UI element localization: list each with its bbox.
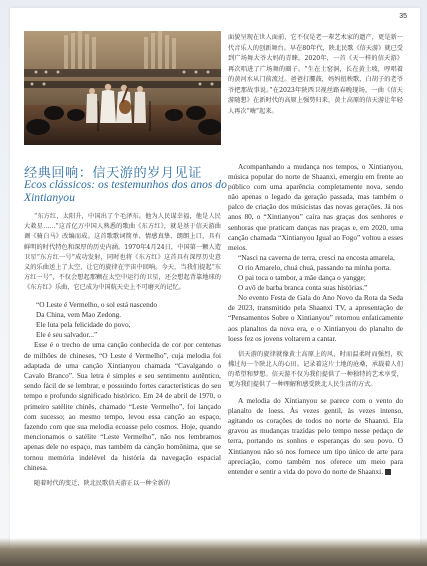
paragraph-pt-4-text: A melodia do Xintianyou se parece com o vento do planalto de loess. Às vezes gentil, às vezes intenso, agitando os corações de todos no norte de Shaanxi. Ela gravou as mudanças trazidas pelo tempo nesse pedaço de terra, portando os sonhos e esperanças do seu povo. O Xintianyou não só nos fornece um tipo único de arte para apreciação, como também nos oferece um meio para entender e sentir a vida do povo do norte de Shaanxi.	[228, 396, 403, 476]
left-column	[24, 212, 221, 489]
paragraph-pt-2: Acompanhando a mudança nos tempos, o Xintianyou, música popular do norte de Shaanxi, emergiu em frente ao público com uma aparência completamente nova, sendo não apenas o legado da geração passada, mas também o palco de criação dos músicistas das novas gerações. Já nos anos 80, o “Xintianyou” caíra nas graças dos senhores e senhoras que praticam danças nas praças e, em 2020, uma canção chamada “Xintianyou Igual ao Fogo” voltou a esses meios.	[228, 162, 403, 252]
quote-line: O pai toca o tambor, a mãe dança o yangge;	[238, 273, 366, 283]
poem-line: “O Leste é Vermelho, o sol está nascendo	[36, 299, 158, 309]
poem-line: Ele luta pela felicidade do povo,	[36, 320, 131, 330]
bottom-photo-bleed	[0, 538, 427, 566]
page-number: 35	[399, 13, 407, 20]
poem-line: Ele é seu salvador...”	[36, 330, 98, 340]
poem-block	[24, 300, 221, 341]
paragraph-zh-3: 信天游的旋律就像黄土高原上的风，时而温柔时而强烈，吹拂过每一个陕北人的心田。记录着这片土地的沧桑，承载着人们的希望和梦想。信天游不仅为我们提供了一种独特的艺术享受，更为我们提供了一种理解和感受陕北人民生活的方式。	[228, 350, 403, 388]
orchestra-photo	[24, 31, 221, 145]
quote-line: O rio Amarelo, chuá chuá, passando na minha porta.	[238, 262, 391, 272]
quote-line: O avô de barba branca conta suas histórias.”	[238, 283, 368, 293]
paragraph-pt-1: Esse é o trecho de uma canção conhecida de cor por centenas de milhões de chineses, “O Leste é Vermelho”, cuja melodia foi adaptada de uma canção Xintianyou chamada “Cavalgando o Cavalo Branco”. Sua letra é simples e seu sentimento autêntico, sendo fácil de se lembrar, e possuindo fortes características do seu tempo e profundo significado histórico. Em 24 de abril de 1970, o primeiro satélite chinês, chamado “Leste Vermelho”, foi lançado com sucesso; ao mesmo tempo, levou essa canção ao espaço, fazendo com que sua melodia ecoasse pelo cosmos. Hoje, quando mencionamos o satélite “Leste Vermelho”, não nos lembramos apenas dele no espaço, mas também da canção homônima, que se tornou memória indelével da história da navegação espacial chinesa.	[24, 340, 221, 472]
poem-line: Da China, vem Mao Zedong.	[36, 309, 122, 319]
section-heading-zh: 经典回响：信天游的岁月见证	[24, 166, 202, 181]
paragraph-pt-3: No evento Festa de Gala do Ano Novo da Rota da Seda de 2023, transmitido pela Shaanxi TV, a apresentação de “Pensamentos Sobre o Xintianyou” retornou enfaticamente aos planaltos da nova era, e o Xintianyou do planalto de loess fez os jovens voltarem a cantar.	[228, 293, 403, 343]
paragraph-zh-1: “东方红，太阳升，中国出了个毛泽东。他为人民谋幸福，他是人民大救星……”这首亿万中国人熟悉的歌曲《东方红》，就是基于信天游曲调《骑白马》改编而成。这首歌歌词简单、情感真挚、朗朗上口，具有鲜明的时代特色和深厚的历史内涵。1970年4月24日，中国第一颗人造卫星“东方红一号”成功发射，同时也将《东方红》这首具有深厚历史意义的乐曲送上了太空，让它的旋律在宇宙中回响。今天，当我们提起“东方红一号”，不仅会想起那颗在太空中运行的卫星，还会想起背靠地球的《东方红》乐曲，它已成为中国航天史上不可磨灭的记忆。	[24, 213, 221, 292]
end-of-article-icon	[385, 469, 391, 475]
paragraph-zh-2: 随着时代的变迁，陕北民歌信天游正以一种全新的	[34, 480, 171, 488]
section-heading-pt: Ecos clássicos: os testemunhos dos anos do Xintianyou	[24, 178, 227, 204]
paragraph-pt-4	[228, 396, 403, 477]
right-column	[228, 162, 403, 477]
right-column-top-text-zh: 面貌呈现在世人面前，它不仅是老一辈艺术家的遗产，更是新一代音乐人的创新舞台。早在80年代，陕北民歌《信天游》就已受到广场舞大爷大妈的青睐。2020年，一首《天一样的信天游》再次唱进了广场舞的圈子。“生在土窑洞，长在黄土坡，哼唱着的黄河水从门前流过。爸爸打腰鼓，妈妈扭秧歌，白胡子的老爷爷把那故事说。”在2023年陕西卫视丝路春晚现场，一曲《信天游随想》在新时代的高原上强势归来，黄土高原的信天游让年轻人再次“嗨”起来。	[228, 34, 403, 115]
quote-line: “Nasci na caverna de terra, cresci na encosta amarela,	[238, 252, 395, 262]
